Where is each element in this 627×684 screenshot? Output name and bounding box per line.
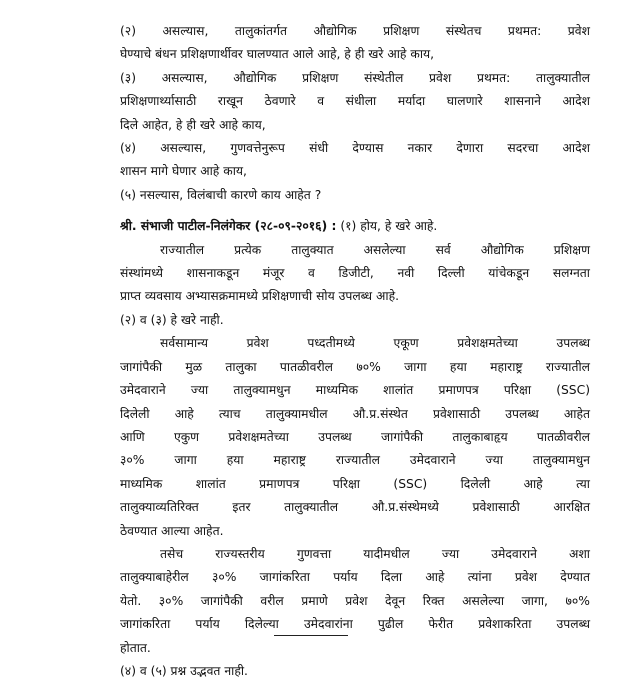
answer-4-5: (४) व (५) प्रश्न उद्भवत नाही. [120, 663, 248, 678]
paragraph-2-line-8: तालुक्याव्यतिरिक्त इतर तालुक्यातील औ.प्र.संस्थेमध्ये प्रवेशासाठी आरक्षित [120, 500, 590, 515]
paragraph-3-line-5: होतात. [120, 640, 151, 655]
paragraph-3-line-2: तालुक्याबाहेरील ३०% जागांकरिता पर्याय दिला आहे त्यांना प्रवेश देण्यात [120, 570, 590, 585]
speaker-name: श्री. संभाजी पाटील-निलंगेकर (२८-०९-२०१६) : [120, 219, 337, 234]
answer-1: (१) होय, हे खरे आहे. [336, 219, 438, 234]
paragraph-2-line-9: ठेवण्यात आल्या आहेत. [120, 523, 224, 538]
paragraph-2-line-4: दिलेली आहे त्याच तालुक्यामधील औ.प्र.संस्थेत प्रवेशासाठी उपलब्ध आहेत [120, 406, 590, 421]
paragraph-1-line-2: संस्थांमध्ये शासनाकडून मंजूर व डिजीटी, नवी दिल्ली यांचेकडून सलग्नता [120, 266, 590, 281]
question-5: (५) नसल्यास, विलंबाची कारणे काय आहेत ? [120, 187, 322, 202]
question-2-line-1: (२) असल्यास, तालुकांतर्गत औद्योगिक प्रशिक्षण संस्थेतच प्रथमत: प्रवेश [120, 24, 590, 38]
answer-heading [120, 215, 590, 238]
question-4-line-1: (४) असल्यास, गुणवत्तेनुरूप संधी देण्यास नकार देणारा सदरचा आदेश [120, 141, 590, 156]
paragraph-2-line-7: माध्यमिक शालांत प्रमाणपत्र परिक्षा (SSC) दिलेली आहे त्या [120, 476, 590, 491]
question-4-line-2: शासन मागे घेणार आहे काय, [120, 164, 247, 179]
question-3-line-1: (३) असल्यास, औद्योगिक प्रशिक्षण संस्थेतील प्रवेश प्रथमत: तालुक्यातील [120, 70, 590, 85]
paragraph-2-line-6: ३०% जागा हया महाराष्ट्र राज्यातील उमेदवाराने ज्या तालुक्यामधुन [120, 453, 590, 468]
paragraph-1-line-3: प्राप्त व्यवसाय अभ्यासक्रमामध्ये प्रशिक्षणाची सोय उपलब्ध आहे. [120, 289, 400, 304]
paragraph-2-line-3: उमेदवाराने ज्या तालुक्यामधुन माध्यमिक शालांत प्रमाणपत्र परिक्षा (SSC) [120, 383, 590, 398]
question-3-line-2: प्रशिक्षणार्थ्यासाठी राखून ठेवणारे व संधीला मर्यादा घालणारे शासनाने आदेश [120, 94, 590, 109]
end-divider [274, 635, 348, 637]
paragraph-3-line-3: येतो. ३०% जागांपैकी वरील प्रमाणे प्रवेश देवून रिक्त असलेल्या जागा, ७०% [120, 593, 590, 608]
paragraph-1-line-1: राज्यातील प्रत्येक तालुक्यात असलेल्या सर्व औद्योगिक प्रशिक्षण [160, 242, 590, 257]
paragraph-2-line-5: आणि एकुण प्रवेशक्षमतेच्या उपलब्ध जागांपैकी तालुकाबाहृय पातळीवरील [120, 429, 590, 444]
paragraph-3-line-1: तसेच राज्यस्तरीय गुणवत्ता यादीमधील ज्या उमेदवाराने अशा [160, 546, 590, 561]
answer-2-3: (२) व (३) हे खरे नाही. [120, 312, 224, 327]
paragraph-2-line-1: सर्वसामान्य प्रवेश पध्दतीमध्ये एकूण प्रवेशक्षमतेच्या उपलब्ध [160, 336, 590, 351]
paragraph-2-line-2: जागांपैकी मुळ तालुका पातळीवरील ७०% जागा हया महाराष्ट्र राज्यातील [120, 359, 590, 374]
document-body [120, 20, 590, 683]
divider-line [274, 635, 348, 636]
question-3-line-3: दिले आहेत, हे ही खरे आहे काय, [120, 117, 266, 132]
paragraph-3-line-4: जागांकरिता पर्याय दिलेल्या उमेदवारांना पुढील फेरीत प्रवेशाकरिता उपलब्ध [120, 617, 590, 632]
question-2-line-2: घेण्याचे बंधन प्रशिक्षणार्थीवर घालण्यात आले आहे, हे ही खरे आहे काय, [120, 47, 435, 62]
